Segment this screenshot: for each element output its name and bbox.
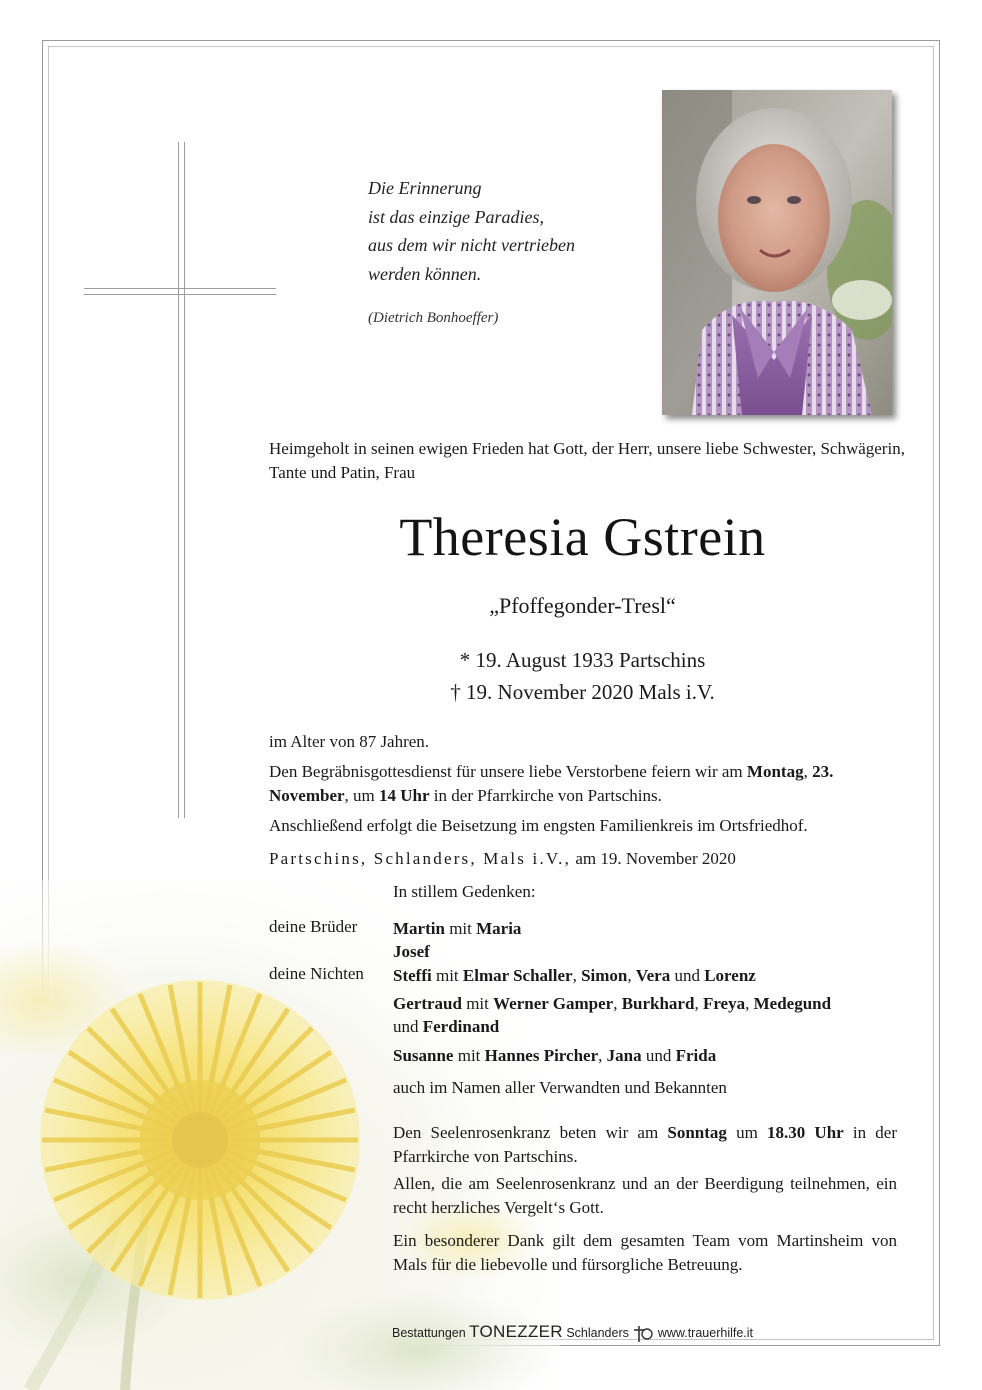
quote-author: (Dietrich Bonhoeffer)	[368, 310, 499, 326]
intro-text: Heimgeholt in seinen ewigen Frieden hat Gott, der Herr, unsere liebe Schwester, Schwägerin, Tante und Patin, Frau	[269, 439, 905, 482]
brothers-label: deine Brüder	[269, 917, 358, 936]
nieces-line: Susanne mit Hannes Pircher, Jana und Frida	[393, 1046, 717, 1065]
funeral-text: Den Begräbnisgottesdienst für unsere liebe Verstorbene feiern wir am Montag, 23. November, um 14 Uhr in der Pfarrkirche von Partschins.	[269, 762, 834, 805]
rosary-text: Den Seelenrosenkranz beten wir am Sonntag um 18.30 Uhr in der Pfarrkirche von Partschins.	[393, 1123, 897, 1166]
special-thanks-text: Ein besonderer Dank gilt dem gesamten Team vom Martinsheim von Mals für die liebevolle und fürsorgliche Betreuung.	[393, 1231, 897, 1274]
trauerhilfe-logo-icon	[632, 1325, 654, 1343]
footer-url: www.trauerhilfe.it	[657, 1326, 754, 1340]
nieces-label: deine Nichten	[269, 964, 364, 983]
nieces-line: und Ferdinand	[393, 1017, 500, 1036]
footer-city: Schlanders	[562, 1326, 629, 1340]
place-date: Partschins, Schlanders, Mals i.V., am 19. November 2020	[269, 849, 736, 868]
mourning-text: In stillem Gedenken:	[393, 882, 536, 901]
quote-line: werden können.	[368, 263, 482, 284]
thanks-text: Allen, die am Seelenrosenkranz und an der Beerdigung teilnehmen, ein recht herzliches Vergelt‘s Gott.	[393, 1174, 897, 1217]
footer-brand: TONEZZER	[469, 1322, 563, 1341]
quote-line: ist das einzige Paradies,	[368, 206, 544, 227]
birth-date: * 19. August 1933 Partschins	[459, 648, 706, 672]
burial-text: Anschließend erfolgt die Beisetzung im engsten Familienkreis im Ortsfriedhof.	[269, 816, 808, 835]
age-text: im Alter von 87 Jahren.	[269, 732, 430, 751]
footer-prefix: Bestattungen	[392, 1326, 470, 1340]
quote-line: Die Erinnerung	[368, 178, 482, 198]
nieces-line: Gertraud mit Werner Gamper, Burkhard, Freya, Medegund	[393, 994, 832, 1013]
footer	[392, 1322, 792, 1343]
nieces-line: Steffi mit Elmar Schaller, Simon, Vera und Lorenz	[393, 966, 756, 985]
deceased-name: Theresia Gstrein	[399, 507, 766, 567]
quote-line: aus dem wir nicht vertrieben	[368, 235, 575, 255]
brothers-line: Martin mit Maria	[393, 919, 522, 938]
portrait-photo	[662, 90, 892, 415]
quote	[368, 174, 648, 288]
death-date: † 19. November 2020 Mals i.V.	[450, 680, 715, 704]
relatives-text: auch im Namen aller Verwandten und Bekannten	[393, 1078, 727, 1097]
brothers-line: Josef	[393, 942, 430, 961]
nickname: „Pfoffegonder-Tresl“	[489, 593, 676, 618]
